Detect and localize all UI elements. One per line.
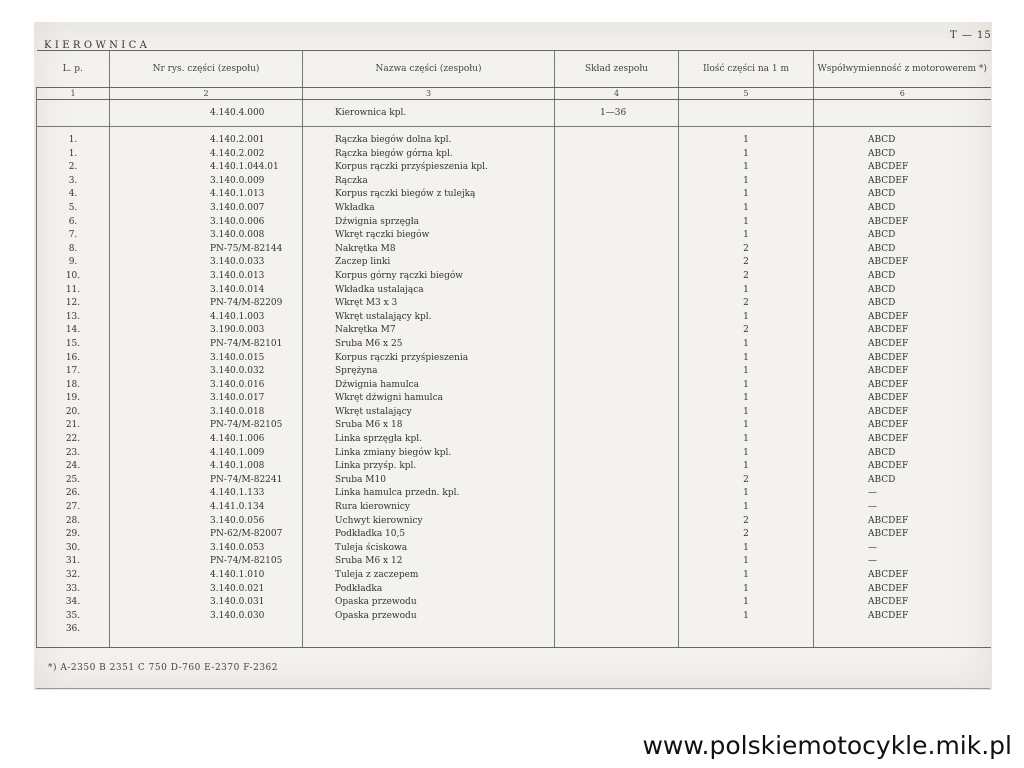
quantity-cell: 2 [679,243,814,257]
part-name-cell: Podkładka [303,583,555,597]
part-name-cell: Linka sprzęgła kpl. [303,433,555,447]
assembly-cell [555,596,679,610]
page-code: T — 15 [950,30,992,41]
table-row [37,474,991,488]
assembly-cell [555,379,679,393]
quantity-cell: 1 [679,487,814,501]
lp-cell: 8. [37,243,110,257]
header-lp: L. p. [37,51,110,88]
quantity-cell: 1 [679,311,814,325]
part-name-cell: Linka zmiany biegów kpl. [303,447,555,461]
lp-cell: 2. [37,161,110,175]
column-number: 5 [679,88,814,100]
lp-cell: 25. [37,474,110,488]
interchangeability-cell: ABCD [814,297,991,311]
assembly-cell [555,161,679,175]
quantity-cell: 2 [679,474,814,488]
interchangeability-cell: ABCD [814,188,991,202]
assembly-cell [555,542,679,556]
lp-cell: 32. [37,569,110,583]
drawing-number-cell: PN-74/M-82101 [110,338,303,352]
table-row [37,243,991,257]
part-name-cell: Rączka [303,175,555,189]
quantity-cell [679,100,814,127]
part-name-cell: Śruba M6 x 12 [303,555,555,569]
part-name-cell: Wkładka ustalająca [303,284,555,298]
quantity-cell: 1 [679,229,814,243]
lp-cell: 10. [37,270,110,284]
part-name-cell: Wkręt ustalający kpl. [303,311,555,325]
lp-cell: 20. [37,406,110,420]
table-row [37,419,991,433]
lp-cell: 9. [37,256,110,270]
part-name-cell: Wkładka [303,202,555,216]
table-row [37,596,991,610]
interchangeability-cell: ABCD [814,202,991,216]
drawing-number-cell: 3.140.0.056 [110,515,303,529]
lp-cell: 16. [37,352,110,366]
table-row [37,515,991,529]
drawing-number-cell: 3.140.0.007 [110,202,303,216]
lp-cell: 19. [37,392,110,406]
table-row [37,352,991,366]
table-row [37,460,991,474]
lp-cell: 35. [37,610,110,624]
assembly-cell [555,555,679,569]
part-name-cell: Tuleja z zaczepem [303,569,555,583]
column-number: 6 [814,88,991,100]
column-number-row [37,88,991,100]
part-name-cell: Śruba M6 x 18 [303,419,555,433]
lp-cell: 18. [37,379,110,393]
assembly-cell [555,474,679,488]
quantity-cell: 2 [679,256,814,270]
quantity-cell: 1 [679,284,814,298]
part-name-cell: Kierownica kpl. [303,100,555,127]
drawing-number-cell: 4.140.2.001 [110,134,303,148]
interchangeability-cell: ABCDEF [814,175,991,189]
quantity-cell: 1 [679,419,814,433]
table-row [37,175,991,189]
table-row [37,229,991,243]
assembly-cell [555,243,679,257]
quantity-cell [679,623,814,637]
quantity-cell: 2 [679,297,814,311]
drawing-number-cell: 3.140.0.031 [110,596,303,610]
part-name-cell: Korpus górny rączki biegów [303,270,555,284]
interchangeability-cell [814,623,991,637]
quantity-cell: 1 [679,148,814,162]
part-name-cell: Wkręt M3 x 3 [303,297,555,311]
table-row [37,161,991,175]
part-name-cell: Korpus rączki przyśpieszenia kpl. [303,161,555,175]
interchangeability-cell: ABCDEF [814,460,991,474]
drawing-number-cell: 3.140.0.053 [110,542,303,556]
drawing-number-cell: PN-74/M-82241 [110,474,303,488]
lp-cell: 4. [37,188,110,202]
interchangeability-cell: ABCDEF [814,515,991,529]
drawing-number-cell: 3.140.0.013 [110,270,303,284]
drawing-number-cell: PN-75/M-82144 [110,243,303,257]
header-assembly: Skład zespołu [555,51,679,88]
interchangeability-cell: ABCDEF [814,256,991,270]
interchangeability-cell: ABCDEF [814,419,991,433]
section-title: KIEROWNICA [44,40,151,51]
assembly-cell [555,392,679,406]
part-name-cell: Nakrętka M8 [303,243,555,257]
assembly-cell [555,338,679,352]
lp-cell: 13. [37,311,110,325]
assembly-cell [555,515,679,529]
interchangeability-cell: ABCDEF [814,216,991,230]
drawing-number-cell: 3.140.0.033 [110,256,303,270]
lp-cell: 6. [37,216,110,230]
lp-cell: 33. [37,583,110,597]
lp-cell: 11. [37,284,110,298]
interchangeability-cell: ABCDEF [814,311,991,325]
quantity-cell: 1 [679,134,814,148]
interchangeability-cell: ABCD [814,270,991,284]
assembly-cell [555,284,679,298]
interchangeability-cell: ABCDEF [814,379,991,393]
table-row [37,542,991,556]
interchangeability-cell: — [814,487,991,501]
quantity-cell: 1 [679,188,814,202]
assembly-cell [555,324,679,338]
lp-cell: 15. [37,338,110,352]
quantity-cell: 1 [679,501,814,515]
table-row [37,379,991,393]
column-number: 2 [110,88,303,100]
drawing-number-cell: 3.140.0.030 [110,610,303,624]
lp-cell: 12. [37,297,110,311]
assembly-cell [555,175,679,189]
quantity-cell: 1 [679,447,814,461]
part-name-cell: Opaska przewodu [303,596,555,610]
part-name-cell: Linka hamulca przedn. kpl. [303,487,555,501]
table-end-row [37,637,991,648]
part-name-cell: Rączka biegów dolna kpl. [303,134,555,148]
table-row [37,610,991,624]
interchangeability-cell: ABCDEF [814,610,991,624]
drawing-number-cell: 3.140.0.021 [110,583,303,597]
lp-cell: 34. [37,596,110,610]
assembly-cell [555,202,679,216]
drawing-number-cell: PN-62/M-82007 [110,528,303,542]
quantity-cell: 1 [679,596,814,610]
lp-cell: 30. [37,542,110,556]
quantity-cell: 1 [679,569,814,583]
assembly-cell [555,352,679,366]
interchangeability-cell: ABCDEF [814,583,991,597]
assembly-cell [555,433,679,447]
quantity-cell: 1 [679,216,814,230]
lp-cell: 23. [37,447,110,461]
interchangeability-cell: ABCDEF [814,161,991,175]
table-row [37,528,991,542]
drawing-number-cell: 4.140.1.009 [110,447,303,461]
interchangeability-cell: — [814,542,991,556]
drawing-number-cell: 3.140.0.032 [110,365,303,379]
part-name-cell: Śruba M10 [303,474,555,488]
interchangeability-cell [814,100,991,127]
quantity-cell: 1 [679,392,814,406]
lp-cell: 24. [37,460,110,474]
table-row [37,501,991,515]
part-name-cell: Nakrętka M7 [303,324,555,338]
table-row [37,202,991,216]
interchangeability-cell: ABCD [814,447,991,461]
interchangeability-cell: ABCDEF [814,528,991,542]
part-name-cell: Sprężyna [303,365,555,379]
quantity-cell: 1 [679,202,814,216]
interchangeability-cell: — [814,501,991,515]
lp-cell: 36. [37,623,110,637]
lp-cell: 3. [37,175,110,189]
part-name-cell: Wkręt rączki biegów [303,229,555,243]
header-drawing-number: Nr rys. części (zespołu) [110,51,303,88]
assembly-cell [555,188,679,202]
interchangeability-cell: ABCD [814,284,991,298]
assembly-cell [555,583,679,597]
table-row [37,134,991,148]
drawing-number-cell: 4.140.1.133 [110,487,303,501]
table-row [37,188,991,202]
interchangeability-cell: ABCD [814,474,991,488]
quantity-cell: 1 [679,161,814,175]
assembly-cell [555,297,679,311]
part-name-cell: Zaczep linki [303,256,555,270]
spacer-row [37,127,991,135]
lp-cell: 5. [37,202,110,216]
lp-cell: 22. [37,433,110,447]
drawing-number-cell: 4.140.1.010 [110,569,303,583]
interchangeability-cell: ABCD [814,229,991,243]
assembly-cell [555,365,679,379]
drawing-number-cell: 3.140.0.008 [110,229,303,243]
drawing-number-cell [110,623,303,637]
table-header-row [37,51,991,88]
part-name-cell [303,623,555,637]
interchangeability-cell: ABCD [814,148,991,162]
assembly-cell [555,569,679,583]
assembly-cell [555,419,679,433]
interchangeability-cell: ABCDEF [814,352,991,366]
assembly-cell [555,610,679,624]
assembly-cell [555,447,679,461]
lp-cell: 31. [37,555,110,569]
drawing-number-cell: 3.140.0.016 [110,379,303,393]
part-name-cell: Rączka biegów górna kpl. [303,148,555,162]
column-number: 4 [555,88,679,100]
drawing-number-cell: 4.140.1.008 [110,460,303,474]
part-name-cell: Uchwyt kierownicy [303,515,555,529]
table-row [37,569,991,583]
lp-cell: 17. [37,365,110,379]
assembly-cell [555,256,679,270]
lp-cell: 14. [37,324,110,338]
part-name-cell: Linka przyśp. kpl. [303,460,555,474]
part-name-cell: Dźwignia sprzęgła [303,216,555,230]
assembly-cell [555,270,679,284]
table-row [37,433,991,447]
quantity-cell: 1 [679,406,814,420]
header-quantity: Ilość części na 1 m [679,51,814,88]
table-row [37,555,991,569]
footnote: *) A-2350 B 2351 C 750 D-760 E-2370 F-2362 [48,663,278,673]
drawing-number-cell: 3.140.0.006 [110,216,303,230]
table-row [37,338,991,352]
drawing-number-cell: 3.190.0.003 [110,324,303,338]
drawing-number-cell: PN-74/M-82209 [110,297,303,311]
interchangeability-cell: ABCDEF [814,324,991,338]
table-row [37,270,991,284]
table-row [37,256,991,270]
interchangeability-cell: ABCDEF [814,365,991,379]
drawing-number-cell: 4.140.1.006 [110,433,303,447]
parts-table [36,50,991,648]
quantity-cell: 1 [679,433,814,447]
drawing-number-cell: 4.140.1.044.01 [110,161,303,175]
drawing-number-cell: 3.140.0.014 [110,284,303,298]
table-row [37,324,991,338]
assembly-cell [555,623,679,637]
table-row [37,487,991,501]
lp-cell: 1. [37,148,110,162]
part-name-cell: Wkręt ustalający [303,406,555,420]
interchangeability-cell: — [814,555,991,569]
part-name-cell: Korpus rączki przyśpieszenia [303,352,555,366]
quantity-cell: 2 [679,270,814,284]
assembly-cell [555,148,679,162]
drawing-number-cell: 3.140.0.009 [110,175,303,189]
column-number: 1 [37,88,110,100]
quantity-cell: 1 [679,460,814,474]
assembly-cell [555,406,679,420]
assembly-row [37,100,991,127]
table-row [37,284,991,298]
assembly-cell [555,460,679,474]
interchangeability-cell: ABCDEF [814,596,991,610]
quantity-cell: 1 [679,542,814,556]
part-name-cell: Rura kierownicy [303,501,555,515]
drawing-number-cell: 4.141.0.134 [110,501,303,515]
quantity-cell: 1 [679,338,814,352]
quantity-cell: 1 [679,352,814,366]
quantity-cell: 1 [679,610,814,624]
table-row [37,406,991,420]
assembly-cell [555,528,679,542]
lp-cell: 21. [37,419,110,433]
assembly-cell: 1—36 [555,100,679,127]
interchangeability-cell: ABCD [814,134,991,148]
drawing-number-cell: 3.140.0.018 [110,406,303,420]
header-interchangeability: Współwymienność z motorowerem *) [814,51,991,88]
table-row [37,311,991,325]
assembly-cell [555,134,679,148]
drawing-number-cell: PN-74/M-82105 [110,419,303,433]
part-name-cell: Podkładka 10,5 [303,528,555,542]
interchangeability-cell: ABCDEF [814,569,991,583]
lp-cell: 27. [37,501,110,515]
table-row [37,392,991,406]
lp-cell: 26. [37,487,110,501]
lp-cell [37,100,110,127]
lp-cell: 29. [37,528,110,542]
table-row [37,216,991,230]
drawing-number-cell: 4.140.4.000 [110,100,303,127]
column-number: 3 [303,88,555,100]
quantity-cell: 1 [679,583,814,597]
assembly-cell [555,311,679,325]
table-row [37,623,991,637]
table-row [37,148,991,162]
part-name-cell: Wkręt dźwigni hamulca [303,392,555,406]
quantity-cell: 2 [679,528,814,542]
drawing-number-cell: 4.140.1.013 [110,188,303,202]
interchangeability-cell: ABCDEF [814,392,991,406]
header-part-name: Nazwa części (zespołu) [303,51,555,88]
lp-cell: 7. [37,229,110,243]
footer-divider [36,688,990,689]
table-row [37,365,991,379]
lp-cell: 28. [37,515,110,529]
assembly-cell [555,229,679,243]
quantity-cell: 1 [679,175,814,189]
table-row [37,297,991,311]
assembly-cell [555,487,679,501]
lp-cell: 1. [37,134,110,148]
quantity-cell: 2 [679,515,814,529]
part-name-cell: Korpus rączki biegów z tulejką [303,188,555,202]
drawing-number-cell: 3.140.0.015 [110,352,303,366]
drawing-number-cell: 4.140.2.002 [110,148,303,162]
interchangeability-cell: ABCDEF [814,338,991,352]
assembly-cell [555,501,679,515]
interchangeability-cell: ABCD [814,243,991,257]
part-name-cell: Śruba M6 x 25 [303,338,555,352]
table-row [37,447,991,461]
drawing-number-cell: 3.140.0.017 [110,392,303,406]
drawing-number-cell: 4.140.1.003 [110,311,303,325]
part-name-cell: Opaska przewodu [303,610,555,624]
interchangeability-cell: ABCDEF [814,406,991,420]
assembly-cell [555,216,679,230]
drawing-number-cell: PN-74/M-82105 [110,555,303,569]
quantity-cell: 1 [679,365,814,379]
quantity-cell: 2 [679,324,814,338]
quantity-cell: 1 [679,379,814,393]
site-watermark: www.polskiemotocykle.mik.pl [642,731,1012,760]
part-name-cell: Tuleja ściskowa [303,542,555,556]
table-row [37,583,991,597]
part-name-cell: Dźwignia hamulca [303,379,555,393]
interchangeability-cell: ABCDEF [814,433,991,447]
quantity-cell: 1 [679,555,814,569]
